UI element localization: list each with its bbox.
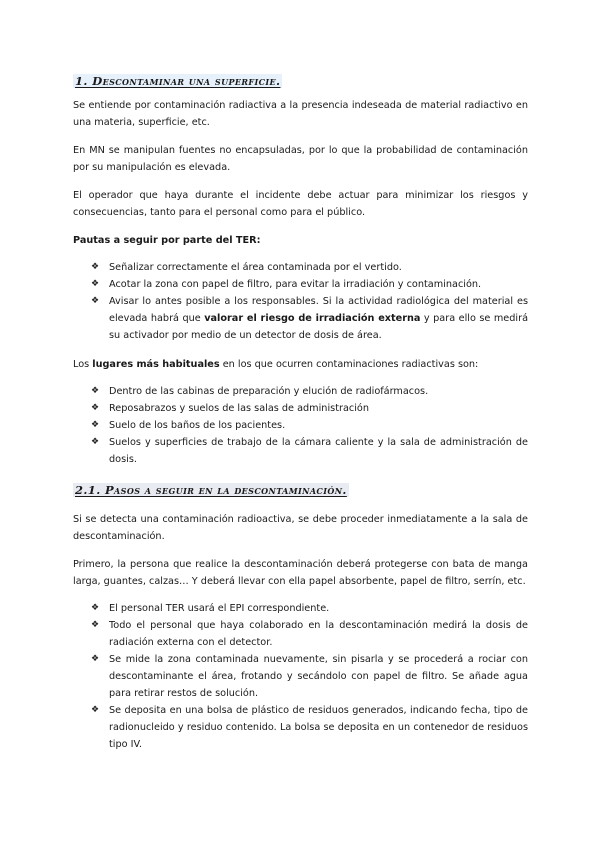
lugares-list xyxy=(91,383,528,468)
list-item: ❖ Avisar lo antes posible a los responsables. Si la actividad radiológica del material es elevada habrá que valorar el riesgo de irradiación externa y para ello se medirá su activador por medio de un detector de dosis de área. xyxy=(91,293,528,344)
paragraph-definition: Se entiende por contaminación radiactiva a la presencia indeseada de material radiactivo en una materia, superficie, etc. xyxy=(73,100,528,128)
bullet-icon: ❖ xyxy=(91,437,100,447)
pautas-list xyxy=(91,259,528,344)
bullet-icon: ❖ xyxy=(91,603,100,613)
bullet-icon: ❖ xyxy=(91,620,100,630)
paragraph-detection: Si se detecta una contaminación radioactiva, se debe proceder inmediatamente a la sala de descontaminación. xyxy=(73,514,528,542)
list-item: ❖ Reposabrazos y suelos de las salas de administración xyxy=(91,400,528,417)
paragraph-mn-sources: En MN se manipulan fuentes no encapsuladas, por lo que la probabilidad de contaminación por su manipulación es elevada. xyxy=(73,145,528,173)
list-item: ❖ Dentro de las cabinas de preparación y elución de radiofármacos. xyxy=(91,383,528,400)
bullet-icon: ❖ xyxy=(91,420,100,430)
list-item: ❖ Suelo de los baños de los pacientes. xyxy=(91,417,528,434)
bullet-icon: ❖ xyxy=(91,654,100,664)
bullet-icon: ❖ xyxy=(91,262,100,272)
list-item: ❖ Todo el personal que haya colaborado en la descontaminación medirá la dosis de radiación externa con el detector. xyxy=(91,617,528,651)
steps-list xyxy=(91,600,528,753)
bullet-icon: ❖ xyxy=(91,279,100,289)
list-item: ❖ El personal TER usará el EPI correspondiente. xyxy=(91,600,528,617)
paragraph-lugares: Los lugares más habituales en los que ocurren contaminaciones radiactivas son: xyxy=(73,359,479,370)
paragraph-protection: Primero, la persona que realice la descontaminación deberá protegerse con bata de manga larga, guantes, calzas… Y deberá llevar con ella papel absorbente, papel de filtro, serrín, etc. xyxy=(73,559,528,587)
bullet-icon: ❖ xyxy=(91,386,100,396)
section-2-title: 2.1. Pasos a seguir en la descontaminación. xyxy=(75,483,347,497)
list-item: ❖ Se mide la zona contaminada nuevamente, sin pisarla y se procederá a rociar con descontaminante el área, frotando y secándolo con papel de filtro. Se añade agua para retirar restos de solución. xyxy=(91,651,528,702)
list-item: ❖ Acotar la zona con papel de filtro, para evitar la irradiación y contaminación. xyxy=(91,276,528,293)
bullet-icon: ❖ xyxy=(91,403,100,413)
bullet-icon: ❖ xyxy=(91,705,100,715)
list-item: ❖ Señalizar correctamente el área contaminada por el vertido. xyxy=(91,259,528,276)
list-item: ❖ Suelos y superficies de trabajo de la cámara caliente y la sala de administración de dosis. xyxy=(91,434,528,468)
pautas-heading: Pautas a seguir por parte del TER: xyxy=(73,235,261,246)
emphasis-irradiation-risk: valorar el riesgo de irradiación externa xyxy=(204,313,421,324)
section-1-title: 1. Descontaminar una superficie. xyxy=(75,74,281,88)
list-item: ❖ Se deposita en una bolsa de plástico de residuos generados, indicando fecha, tipo de radionucleido y residuo contenido. La bolsa se deposita en un contenedor de residuos tipo IV. xyxy=(91,702,528,753)
paragraph-operator: El operador que haya durante el incidente debe actuar para minimizar los riesgos y consecuencias, tanto para el personal como para el público. xyxy=(73,190,528,218)
bullet-icon: ❖ xyxy=(91,296,100,306)
emphasis-common-places: lugares más habituales xyxy=(92,359,220,370)
